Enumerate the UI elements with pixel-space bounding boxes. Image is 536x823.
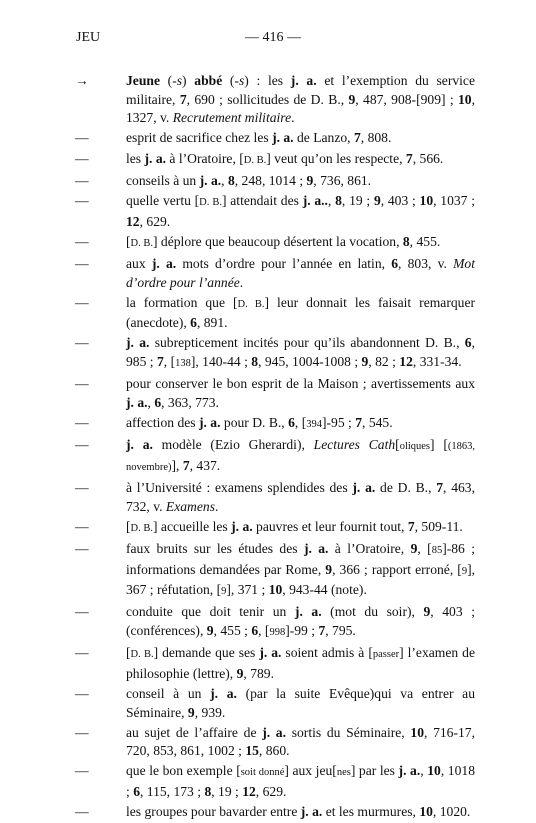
entry-dash: —	[75, 415, 89, 431]
index-entry	[75, 540, 475, 602]
index-entry	[75, 762, 475, 801]
entry-text: aux j. a. mots d’ordre pour l’année en latin, 6, 803, v. Mot d’ordre pour l’année.	[126, 255, 475, 290]
entry-text: j. a. subrepticement incités pour qu’ils abandonnent D. B., 6, 985 ; 7, [138], 140-44 ; 8, 945, 1004-1008 ; 9, 82 ; 12, 331-34.	[126, 335, 475, 370]
entry-text: [D. B.] accueille les j. a. pauvres et leur fournit tout, 7, 509-11.	[126, 518, 463, 534]
entry-text: affection des j. a. pour D. B., 6, [394]-95 ; 7, 545.	[126, 415, 393, 431]
index-entry	[75, 479, 475, 516]
entry-dash: —	[75, 233, 89, 249]
entry-dash: —	[75, 335, 89, 351]
index-entry	[75, 294, 475, 333]
index-entry	[75, 334, 475, 373]
index-entry	[75, 150, 475, 171]
entry-text: la formation que [D. B.] leur donnait les faisait remarquer (anecdote), 6, 891.	[126, 294, 476, 331]
index-entry	[75, 129, 475, 148]
index-entry	[75, 414, 475, 435]
page-number: — 416 —	[245, 30, 301, 45]
entry-text: j. a. modèle (Ezio Gherardi), Lectures Cath[oliques] [(1863, novembre)], 7, 437.	[126, 437, 475, 473]
entry-dash: —	[75, 150, 89, 166]
entry-text: [D. B.] demande que ses j. a. soient admis à [passer] l’examen de philosophie (lettre), 9, 789.	[126, 645, 475, 681]
entry-text: à l’Université : examens splendides des j. a. de D. B., 7, 463, 732, v. Examens.	[126, 480, 475, 514]
index-entry	[75, 192, 475, 231]
index-entry	[75, 803, 475, 822]
entry-dash: —	[75, 540, 89, 556]
entry-dash: —	[75, 255, 89, 271]
entry-text: esprit de sacrifice chez les j. a. de Lanzo, 7, 808.	[126, 130, 392, 146]
entry-text: conseil à un j. a. (par la suite Evêque)qui va entrer au Séminaire, 9, 939.	[126, 685, 475, 720]
entry-text: conduite que doit tenir un j. a. (mot du soir), 9, 403 ; (conférences), 9, 455 ; 6, [998]-99 ; 7, 795.	[126, 604, 475, 638]
index-entry	[75, 255, 475, 292]
index-entry	[75, 436, 475, 477]
index-entry	[75, 603, 475, 642]
index-entry	[75, 518, 475, 539]
entry-dash: —	[75, 518, 89, 534]
index-entry	[75, 685, 475, 722]
page-header	[76, 30, 470, 50]
entry-text: au sujet de l’affaire de j. a. sortis du Séminaire, 10, 716-17, 720, 853, 861, 1002 ; 15, 860.	[126, 724, 475, 759]
entry-text: les groupes pour bavarder entre j. a. et les murmures, 10, 1020.	[126, 804, 471, 820]
entry-dash: —	[75, 685, 89, 701]
index-entry	[75, 375, 475, 412]
index-entries	[75, 72, 475, 823]
entry-text: pour conserver le bon esprit de la Maison ; avertissements aux j. a., 6, 363, 773.	[126, 376, 475, 410]
index-entry	[75, 724, 475, 761]
entry-dash: —	[75, 804, 89, 820]
index-entry	[75, 644, 475, 683]
index-entry	[75, 233, 475, 254]
entry-text: [D. B.] déplore que beaucoup désertent la vocation, 8, 455.	[126, 233, 441, 249]
entry-dash: —	[75, 192, 89, 208]
entry-dash: —	[75, 604, 89, 620]
entry-dash: —	[75, 645, 89, 661]
entry-text: faux bruits sur les études des j. a. à l’Oratoire, 9, [85]-86 ; informations demandées par Rome, 9, 366 ; rapport erroné, [9], 367 ; réfutation, [9], 371 ; 10, 943-44 (note).	[126, 540, 476, 598]
entry-dash: —	[75, 437, 89, 453]
entry-text: que le bon exemple [soit donné] aux jeu[nes] par les j. a., 10, 1018 ; 6, 115, 173 ; 8, 19 ; 12, 629.	[126, 763, 475, 800]
arrow-icon: →	[75, 73, 89, 88]
entry-dash: —	[75, 294, 89, 310]
entry-dash: —	[75, 376, 89, 392]
entry-text: les j. a. à l’Oratoire, [D. B.] veut qu’on les respecte, 7, 566.	[126, 150, 444, 166]
running-head: JEU	[76, 30, 101, 45]
entry-text: conseils à un j. a., 8, 248, 1014 ; 9, 736, 861.	[126, 172, 372, 188]
index-entry	[75, 172, 475, 191]
entry-dash: —	[75, 480, 89, 495]
index-entry	[75, 72, 475, 128]
entry-dash: —	[75, 130, 89, 146]
entry-dash: —	[75, 172, 89, 188]
entry-dash: —	[75, 724, 89, 740]
entry-dash: —	[75, 763, 89, 779]
entry-text: Jeune (-s) abbé (-s) : les j. a. et l’exemption du service militaire, 7, 690 ; sollicitudes de D. B., 9, 487, 908-[909] ; 10, 1327, v. Recrutement militaire.	[126, 73, 475, 126]
entry-text: quelle vertu [D. B.] attendait des j. a.., 8, 19 ; 9, 403 ; 10, 1037 ; 12, 629.	[126, 192, 475, 229]
